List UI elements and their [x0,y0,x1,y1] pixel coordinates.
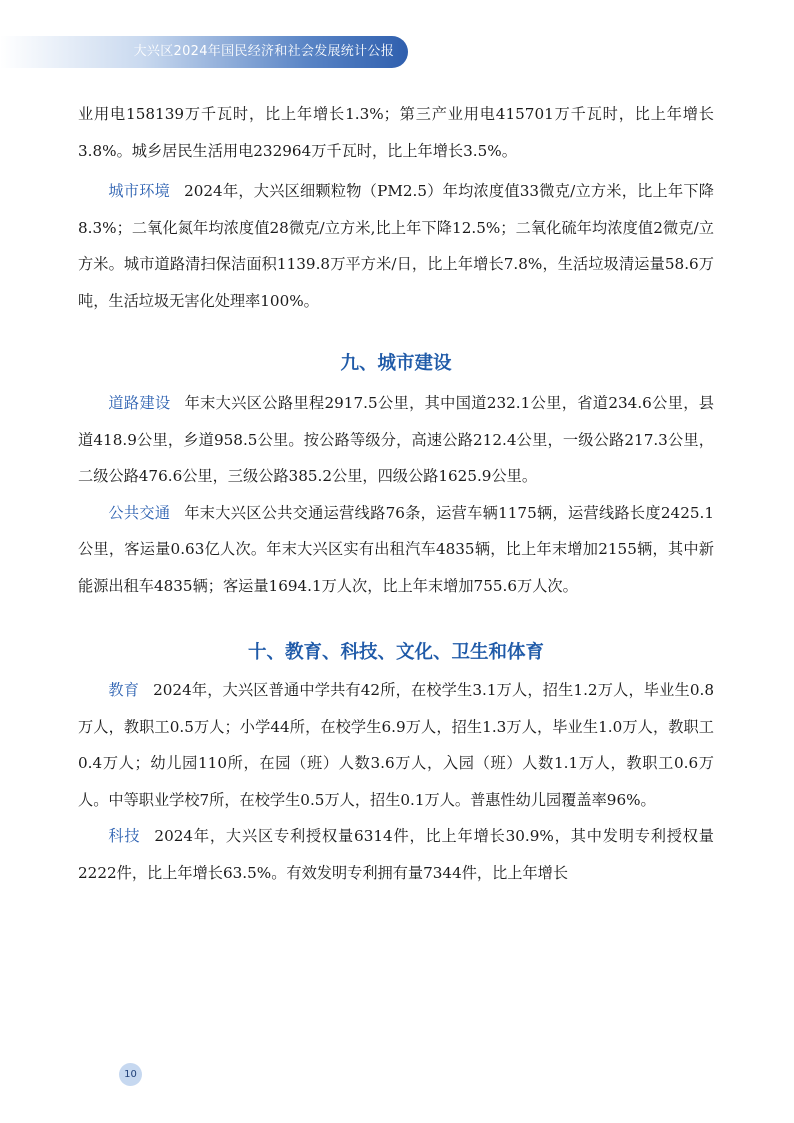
text-urban-environment: 2024年，大兴区细颗粒物（PM2.5）年均浓度值33微克/立方米，比上年下降8.3%；二氧化氮年均浓度值28微克/立方米,比上年下降12.5%；二氧化硫年均浓度值2微克/立方米。城市道路清扫保洁面积1139.8万平方米/日，比上年增长7.8%，生活垃圾清运量58.6万吨，生活垃圾无害化处理率100%。 [78,182,714,310]
paragraph-public-transport [78,495,714,605]
text-public-transport: 年末大兴区公共交通运营线路76条，运营车辆1175辆，运营线路长度2425.1公里，客运量0.63亿人次。年末大兴区实有出租汽车4835辆，比上年末增加2155辆，其中新能源出租车4835辆；客运量1694.1万人次，比上年末增加755.6万人次。 [78,503,715,595]
document-body [78,96,714,891]
paragraph-road-construction [78,385,714,495]
page-number: 10 [119,1063,142,1086]
paragraph-education [78,672,714,818]
keyword-technology: 科技 [108,827,141,845]
section-heading-urban-construction: 九、城市建设 [340,353,452,374]
text-technology: 2024年，大兴区专利授权量6314件，比上年增长30.9%，其中发明专利授权量2222件，比上年增长63.5%。有效发明专利拥有量7344件，比上年增长 [78,827,714,882]
paragraph-urban-environment [78,173,714,319]
text-road-construction: 年末大兴区公路里程2917.5公里，其中国道232.1公里，省道234.6公里，县道418.9公里，乡道958.5公里。按公路等级分，高速公路212.4公里，一级公路217.3公里，二级公路476.6公里，三级公路385.2公里，四级公路1625.9公里。 [78,394,714,485]
keyword-road-construction: 道路建设 [108,394,171,412]
keyword-urban-environment: 城市环境 [108,182,171,200]
keyword-education: 教育 [108,681,140,699]
header-title: 大兴区2024年国民经济和社会发展统计公报 [133,44,394,59]
header-banner [0,36,408,68]
section-heading-education-science: 十、教育、科技、文化、卫生和体育 [247,642,544,663]
keyword-public-transport: 公共交通 [108,503,171,522]
paragraph-technology [78,818,714,891]
text-education: 2024年，大兴区普通中学共有42所，在校学生3.1万人，招生1.2万人，毕业生0.8万人，教职工0.5万人；小学44所，在校学生6.9万人，招生1.3万人，毕业生1.0万人，教职工0.4万人；幼儿园110所，在园（班）人数3.6万人，入园（班）人数1.1万人，教职工0.6万人。中等职业学校7所，在校学生0.5万人，招生0.1万人。普惠性幼儿园覆盖率96%。 [78,681,715,809]
paragraph-electricity: 业用电158139万千瓦时，比上年增长1.3%；第三产业用电415701万千瓦时，比上年增长3.8%。城乡居民生活用电232964万千瓦时，比上年增长3.5%。 [78,105,714,160]
